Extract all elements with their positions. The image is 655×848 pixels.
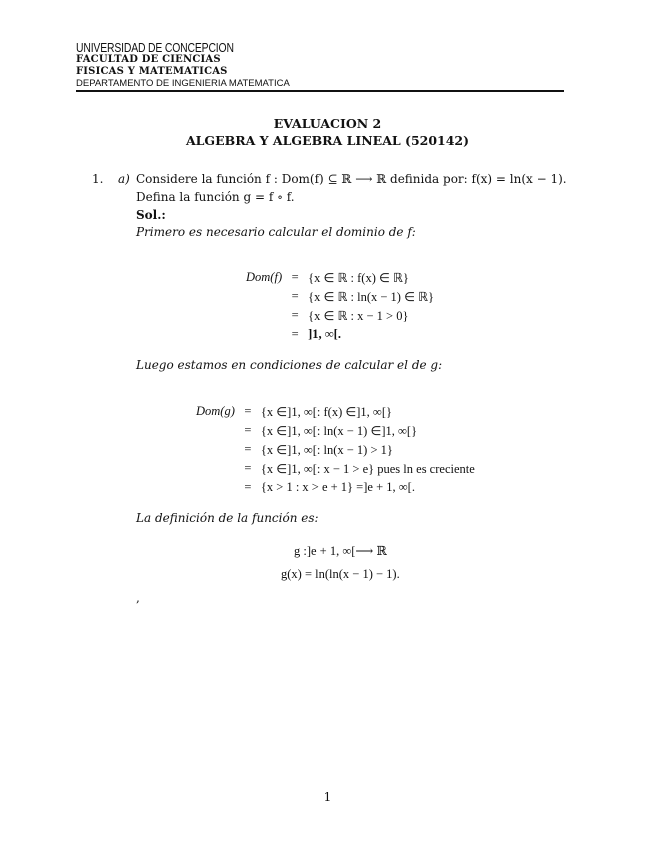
- equals-sign: =: [244, 423, 252, 437]
- equation-rhs: {x ∈]1, ∞[: x − 1 > e} pues ln es creciente: [260, 461, 475, 476]
- equation-row: [246, 287, 434, 306]
- equals-sign: =: [291, 289, 299, 303]
- trailing-comma: ,: [136, 591, 140, 605]
- equation-row: [246, 306, 434, 325]
- problem-number: 1.: [92, 172, 104, 186]
- equation-rhs: {x ∈ ℝ : ln(x − 1) ∈ ℝ}: [308, 289, 435, 304]
- letterhead: [76, 41, 564, 89]
- faculty-line-1: FACULTAD DE CIENCIAS: [76, 54, 221, 65]
- intro-definition: La definición de la función es:: [136, 511, 319, 525]
- equation-row: [196, 421, 475, 440]
- intro-domain-g: Luego estamos en condiciones de calcular el de g:: [136, 358, 443, 372]
- university-name: UNIVERSIDAD DE CONCEPCION: [76, 40, 234, 55]
- dom-f-derivation: [246, 268, 434, 344]
- function-rule: g(x) = ln(ln(x − 1) − 1).: [281, 567, 400, 581]
- equation-row: [196, 402, 475, 421]
- solution-label: Sol.:: [136, 208, 166, 222]
- function-signature: g :]e + 1, ∞[⟶ ℝ: [294, 544, 387, 558]
- problem-statement-2: Defina la función g = f ∘ f.: [136, 190, 295, 204]
- equals-sign: =: [244, 442, 252, 456]
- equation-row: [246, 268, 434, 287]
- equation-rhs: {x ∈ ℝ : f(x) ∈ ℝ}: [308, 270, 409, 285]
- department-name: DEPARTAMENTO DE INGENIERIA MATEMATICA: [76, 78, 290, 89]
- problem-statement: Considere la función f : Dom(f) ⊆ ℝ ⟶ ℝ definida por: f(x) = ln(x − 1).: [136, 172, 567, 186]
- equation-row: [196, 440, 475, 459]
- equals-sign: =: [291, 308, 299, 322]
- faculty-line-2: FISICAS Y MATEMATICAS: [76, 66, 228, 77]
- equation-row: [196, 478, 475, 497]
- equals-sign: =: [291, 270, 299, 284]
- equals-sign: =: [291, 327, 299, 341]
- dom-g-derivation: [196, 402, 475, 497]
- page-number: 1: [323, 790, 332, 804]
- dom-f-lhs: Dom(f): [246, 270, 283, 284]
- equals-sign: =: [244, 461, 252, 475]
- header-rule: [76, 90, 564, 92]
- problem-part: a): [118, 172, 130, 186]
- equation-rhs: {x ∈]1, ∞[: f(x) ∈]1, ∞[}: [260, 404, 392, 419]
- equation-row: [196, 459, 475, 478]
- dom-g-lhs: Dom(g): [196, 404, 235, 418]
- intro-domain-f: Primero es necesario calcular el dominio de f:: [136, 225, 416, 239]
- course-title: ALGEBRA Y ALGEBRA LINEAL (520142): [185, 133, 470, 148]
- exam-title: EVALUACION 2: [273, 116, 382, 131]
- equation-rhs: {x > 1 : x > e + 1} =]e + 1, ∞[.: [260, 480, 415, 494]
- equation-rhs: {x ∈]1, ∞[: ln(x − 1) ∈]1, ∞[}: [260, 423, 418, 438]
- equation-row: [246, 325, 434, 344]
- equals-sign: =: [244, 480, 252, 494]
- equation-rhs: ]1, ∞[.: [308, 327, 341, 341]
- equation-rhs: {x ∈]1, ∞[: ln(x − 1) > 1}: [260, 442, 393, 457]
- equals-sign: =: [244, 404, 252, 418]
- equation-rhs: {x ∈ ℝ : x − 1 > 0}: [308, 308, 409, 323]
